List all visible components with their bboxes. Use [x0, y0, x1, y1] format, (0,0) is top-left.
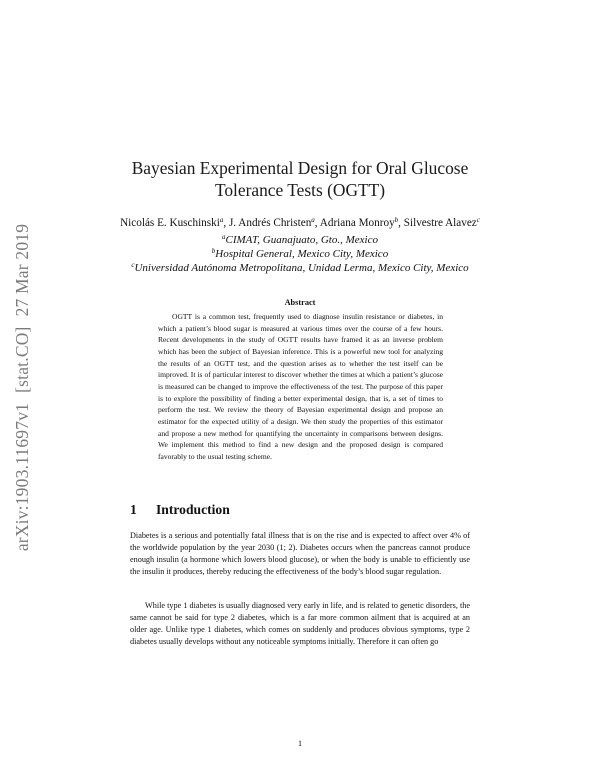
abstract-text: OGTT is a common test, frequently used to diagnose insulin resistance or diabetes, in which a patient’s blood sugar is measured at various times over the course of a few hours. Recent developments in the study of OGTT results have framed it as an inverse problem which has been the subject of Bayesian inference. This is a powerful new tool for analyzing the results of an OGTT test, and the question arises as to whether the test itself can be improved. It is of particular interest to discover whether the times at which a patient’s glucose is measured can be changed to improve the effectiveness of the test. The purpose of this paper is to explore the possibility of finding a better experimental design, that is, a set of times to perform the test. We review the theory of Bayesian experimental design and propose an estimator for the expected utility of a design. We then study the properties of this estimator and propose a new method for quantifying the uncertainty in comparisons between designs. We implement this method to find a new design and the proposed design is compared favorably to the usual testing scheme. — [158, 312, 443, 461]
affiliation-text: Hospital General, Mexico City, Mexico — [215, 248, 389, 260]
author-separator: , — [314, 217, 320, 229]
affiliation-text: CIMAT, Guanajuato, Gto., Mexico — [225, 234, 378, 246]
arxiv-date: 27 Mar 2019 — [12, 223, 33, 316]
author-name: Silvestre Alavez — [403, 217, 477, 229]
title-line-1: Bayesian Experimental Design for Oral Glucose — [131, 158, 469, 178]
arxiv-id[interactable]: arXiv:1903.11697v1 — [12, 402, 33, 551]
affiliation-mark: a — [222, 233, 226, 241]
title-line-2: Tolerance Tests (OGTT) — [214, 180, 386, 200]
paper-title — [100, 157, 500, 201]
body-paragraph: While type 1 diabetes is usually diagnosed very early in life, and is related to genetic disorders, the same cannot be said for type 2 diabetes, which is a far more common ailment that is acquired at an older age. Unlike type 1 diabetes, which comes on suddenly and produces obvious symptoms, type 2 diabetes usually develops without any noticeable symptoms initially. Therefore it can often go — [130, 601, 470, 646]
page-number: 1 — [297, 738, 303, 748]
body-paragraph: Diabetes is a serious and potentially fatal illness that is on the rise and is expected to affect over 4% of the worldwide population by the year 2030 (1; 2). Diabetes occurs when the pancreas cannot produce enough insulin (a hormone which lowers blood glucose), or when the body is unable to efficiently use the insulin it produces, thereby reducing the effectiveness of the body’s blood sugar regulation. — [130, 531, 470, 576]
arxiv-stamp — [8, 202, 38, 572]
affiliation-mark: b — [211, 247, 216, 255]
affiliation-mark: c — [476, 216, 480, 224]
author-separator: , — [223, 217, 229, 229]
abstract-heading: Abstract — [284, 298, 316, 307]
affiliation-a — [60, 233, 540, 247]
section-title: Introduction — [156, 502, 230, 517]
arxiv-category: [stat.CO] — [12, 325, 33, 393]
author-list — [60, 216, 540, 231]
affiliation-mark: a — [311, 216, 315, 224]
author-separator: , — [398, 217, 404, 229]
author-name: Adriana Monroy — [319, 217, 395, 229]
affiliation-b — [60, 247, 540, 261]
section-heading — [130, 502, 230, 518]
section-number: 1 — [130, 502, 137, 517]
affiliation-mark: b — [394, 216, 399, 224]
author-name: Nicolás E. Kuschinski — [120, 217, 220, 229]
affiliation-c — [60, 261, 540, 275]
author-name: J. Andrés Christen — [228, 217, 312, 229]
affiliation-text: Universidad Autónoma Metropolitana, Unidad Lerma, Mexico City, Mexico — [134, 262, 469, 274]
affiliation-mark: c — [131, 261, 135, 269]
affiliation-mark: a — [219, 216, 224, 224]
